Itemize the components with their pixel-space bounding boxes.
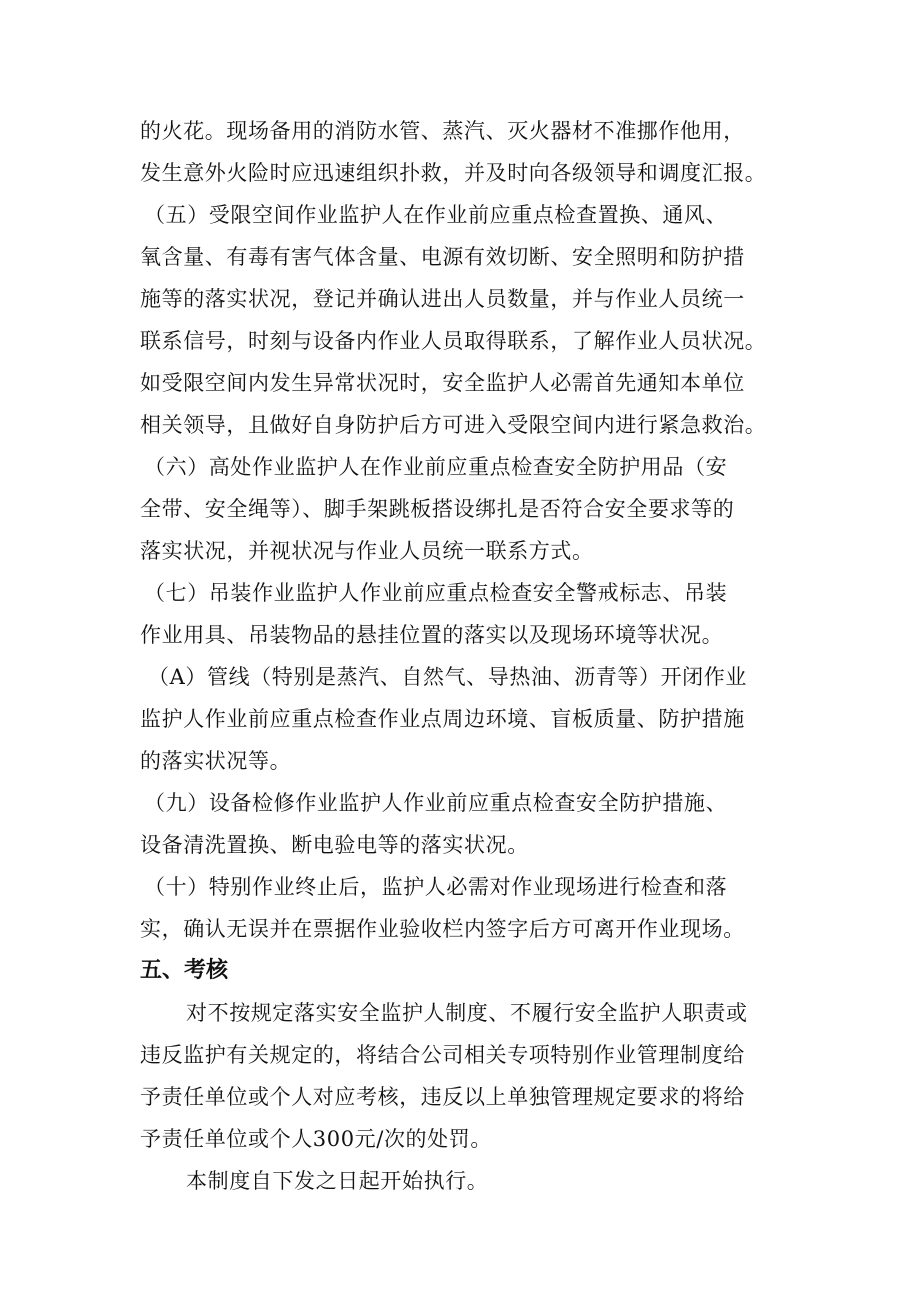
paragraph-line: 落实状况，并视状况与作业人员统一联系方式。 (140, 539, 594, 563)
paragraph-line: （十）特别作业终止后，监护人必需对作业现场进行检查和落 (144, 875, 728, 899)
paragraph-line: 相关领导，且做好自身防护后方可进入受限空间内进行紧急救治。 (140, 413, 767, 437)
section-heading: 五、考核 (140, 958, 229, 983)
paragraph-line: 予责任单位或个人对应考核，违反以上单独管理规定要求的将给 (140, 1085, 745, 1109)
paragraph-line: 如受限空间内发生异常状况时，安全监护人必需首先通知本单位 (140, 371, 745, 395)
paragraph-line: 全带、安全绳等）、脚手架跳板搭设绑扎是否符合安全要求等的 (140, 497, 735, 521)
paragraph-line: （A）管线（特别是蒸汽、自然气、导热油、沥青等）开闭作业 (148, 665, 747, 689)
paragraph-line: 的火花。现场备用的消防水管、蒸汽、灭火器材不准挪作他用， (140, 119, 745, 143)
paragraph-line: 联系信号，时刻与设备内作业人员取得联系，了解作业人员状况。 (140, 329, 767, 353)
paragraph-line: （九）设备检修作业监护人作业前应重点检查安全防护措施、 (144, 791, 728, 815)
paragraph-line: 设备清洗置换、断电验电等的落实状况。 (140, 833, 529, 857)
paragraph-line: 的落实状况等。 (140, 749, 292, 773)
paragraph-line: （五）受限空间作业监护人在作业前应重点检查置换、通风、 (144, 203, 728, 227)
paragraph-line: 施等的落实状况，登记并确认进出人员数量，并与作业人员统一 (140, 287, 745, 311)
paragraph-line: 监护人作业前应重点检查作业点周边环境、盲板质量、防护措施 (140, 707, 745, 731)
paragraph-line: （六）高处作业监护人在作业前应重点检查安全防护用品（安 (144, 455, 728, 479)
paragraph-line: 予责任单位或个人300元/次的处罚。 (140, 1127, 492, 1151)
paragraph-line: 实，确认无误并在票据作业验收栏内签字后方可离开作业现场。 (140, 917, 745, 941)
paragraph-line: 对不按规定落实安全监护人制度、不履行安全监护人职责或 (186, 1001, 748, 1025)
paragraph-line: 违反监护有关规定的，将结合公司相关专项特别作业管理制度给 (140, 1043, 745, 1067)
paragraph-line: 发生意外火险时应迅速组织扑救，并及时向各级领导和调度汇报。 (140, 161, 767, 185)
paragraph-line: 氧含量、有毒有害气体含量、电源有效切断、安全照明和防护措 (140, 245, 745, 269)
closing-statement: 本制度自下发之日起开始执行。 (186, 1169, 489, 1193)
paragraph-line: （七）吊装作业监护人作业前应重点检查安全警戒标志、吊装 (144, 581, 728, 605)
paragraph-line: 作业用具、吊装物品的悬挂位置的落实以及现场环境等状况。 (140, 623, 724, 647)
